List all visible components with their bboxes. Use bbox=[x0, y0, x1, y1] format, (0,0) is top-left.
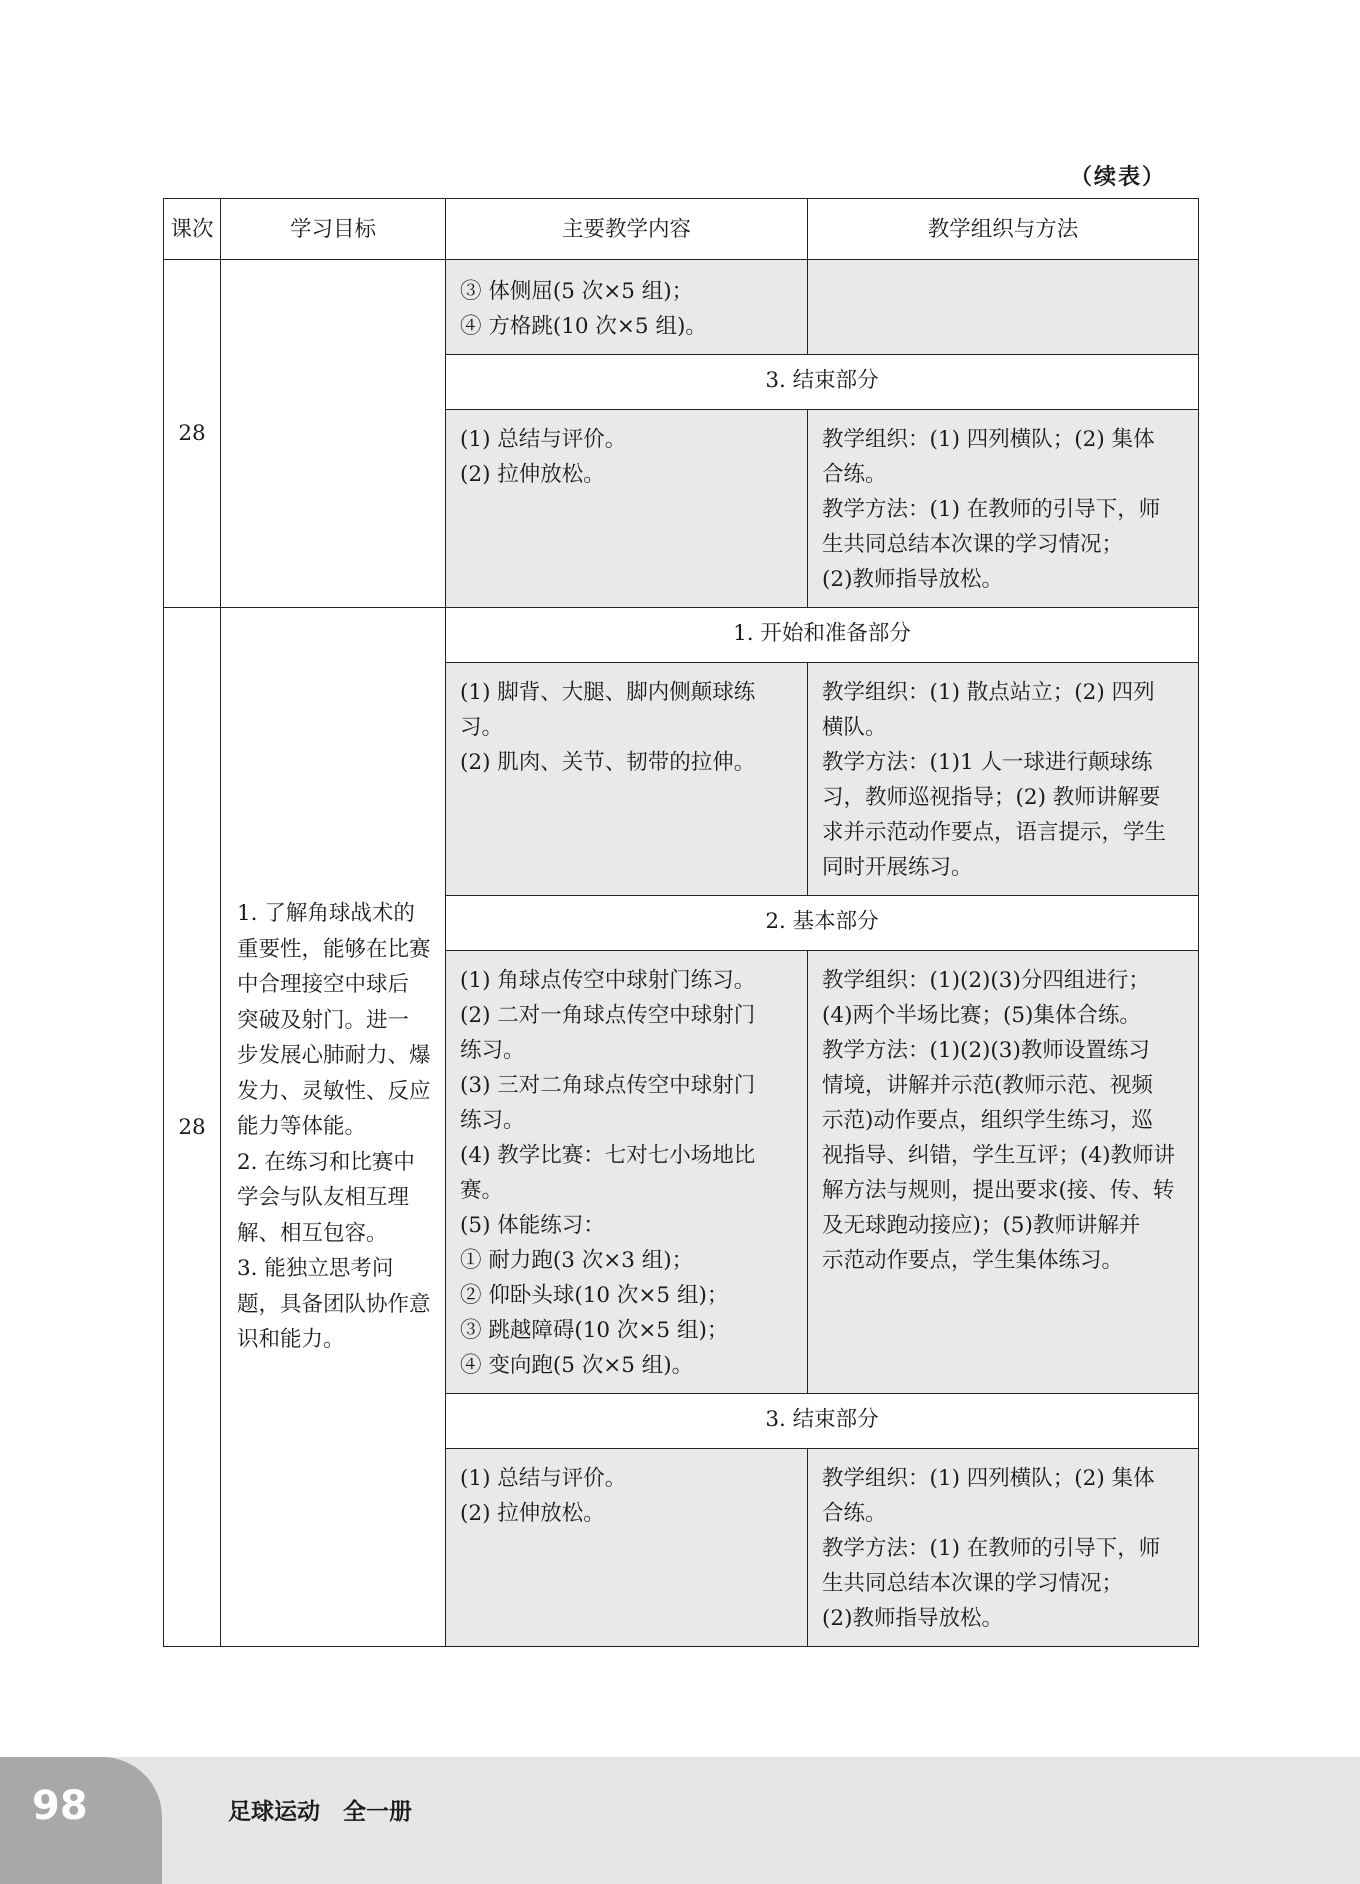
content-cell bbox=[446, 410, 808, 608]
text-line: 教学方法：(1) 在教师的引导下，师 bbox=[822, 497, 1161, 522]
text-line: 教学方法：(1)1 人一球进行颠球练 bbox=[822, 750, 1153, 775]
text-line: (1) 角球点传空中球射门练习。 bbox=[460, 968, 756, 993]
header-lesson: 课次 bbox=[164, 199, 221, 260]
text-line: (1) 总结与评价。 bbox=[460, 1466, 627, 1491]
text-line: 步发展心肺耐力、爆 bbox=[237, 1043, 431, 1069]
text-line: 练习。 bbox=[460, 1038, 525, 1063]
text-line: 解、相互包容。 bbox=[237, 1220, 388, 1246]
text-line: ① 耐力跑(3 次×3 组)； bbox=[460, 1248, 694, 1273]
header-content: 主要教学内容 bbox=[446, 199, 808, 260]
text-line: 教学方法：(1) 在教师的引导下，师 bbox=[822, 1536, 1161, 1561]
text-line: (1) 总结与评价。 bbox=[460, 427, 627, 452]
text-line: 情境，讲解并示范(教师示范、视频 bbox=[822, 1073, 1153, 1098]
text-line: (2)教师指导放松。 bbox=[822, 1606, 1003, 1631]
header-method: 教学组织与方法 bbox=[808, 199, 1199, 260]
lesson-plan-table bbox=[163, 198, 1199, 1647]
content-cell bbox=[446, 260, 808, 355]
text-line: 合练。 bbox=[822, 462, 887, 487]
text-line: 教学组织：(1) 四列横队；(2) 集体 bbox=[822, 1466, 1155, 1491]
text-line: (2)教师指导放松。 bbox=[822, 567, 1003, 592]
text-line: 教学组织：(1) 四列横队；(2) 集体 bbox=[822, 427, 1155, 452]
text-line: 赛。 bbox=[460, 1178, 504, 1203]
header-goals: 学习目标 bbox=[221, 199, 446, 260]
content-cell bbox=[446, 663, 808, 896]
table-row bbox=[164, 260, 1199, 355]
page-number: 98 bbox=[32, 1783, 88, 1829]
text-line: 学会与队友相互理 bbox=[237, 1185, 410, 1211]
text-line: 题，具备团队协作意 bbox=[237, 1291, 431, 1317]
lesson-number: 28 bbox=[164, 608, 221, 1647]
method-cell bbox=[808, 951, 1199, 1394]
method-cell bbox=[808, 410, 1199, 608]
section-title: 2. 基本部分 bbox=[446, 896, 1199, 951]
text-line: ④ 变向跑(5 次×5 组)。 bbox=[460, 1353, 694, 1378]
text-line: 视指导、纠错，学生互评；(4)教师讲 bbox=[822, 1143, 1175, 1168]
text-line: 及无球跑动接应)；(5)教师讲解并 bbox=[822, 1213, 1141, 1238]
text-line: 教学组织：(1)(2)(3)分四组进行； bbox=[822, 968, 1150, 993]
text-line: 求并示范动作要点，语言提示，学生 bbox=[822, 820, 1167, 845]
method-cell bbox=[808, 663, 1199, 896]
text-line: 能力等体能。 bbox=[237, 1114, 367, 1140]
text-line: 生共同总结本次课的学习情况； bbox=[822, 1571, 1124, 1596]
text-line: (4)两个半场比赛；(5)集体合练。 bbox=[822, 1003, 1141, 1028]
section-title: 3. 结束部分 bbox=[446, 355, 1199, 410]
method-cell bbox=[808, 1449, 1199, 1647]
text-line: 3. 能独立思考问 bbox=[237, 1256, 394, 1282]
goals-cell bbox=[221, 608, 446, 1647]
text-line: 2. 在练习和比赛中 bbox=[237, 1149, 415, 1175]
text-line: 教学组织：(1) 散点站立；(2) 四列 bbox=[822, 680, 1155, 705]
text-line: (2) 拉伸放松。 bbox=[460, 1501, 605, 1526]
footer-band bbox=[0, 1757, 1360, 1884]
text-line: 识和能力。 bbox=[237, 1327, 345, 1353]
text-line: 横队。 bbox=[822, 715, 887, 740]
text-line: 生共同总结本次课的学习情况； bbox=[822, 532, 1124, 557]
text-line: ③ 体侧屈(5 次×5 组)； bbox=[460, 279, 694, 304]
text-line: 合练。 bbox=[822, 1501, 887, 1526]
text-line: 同时开展练习。 bbox=[822, 855, 973, 880]
text-line: 1. 了解角球战术的 bbox=[237, 901, 415, 927]
content-cell bbox=[446, 1449, 808, 1647]
content-cell bbox=[446, 951, 808, 1394]
text-line: (3) 三对二角球点传空中球射门 bbox=[460, 1073, 756, 1098]
continued-label: （续表） bbox=[1070, 165, 1167, 190]
method-cell bbox=[808, 260, 1199, 355]
text-line: 重要性，能够在比赛 bbox=[237, 936, 431, 962]
text-line: 示范)动作要点，组织学生练习，巡 bbox=[822, 1108, 1153, 1133]
text-line: 解方法与规则，提出要求(接、传、转 bbox=[822, 1178, 1175, 1203]
section-title: 1. 开始和准备部分 bbox=[446, 608, 1199, 663]
text-line: ② 仰卧头球(10 次×5 组)； bbox=[460, 1283, 729, 1308]
text-line: 教学方法：(1)(2)(3)教师设置练习 bbox=[822, 1038, 1150, 1063]
text-line: (2) 肌肉、关节、韧带的拉伸。 bbox=[460, 750, 756, 775]
text-line: 示范动作要点，学生集体练习。 bbox=[822, 1248, 1124, 1273]
text-line: (4) 教学比赛：七对七小场地比 bbox=[460, 1143, 756, 1168]
goals-cell-prev bbox=[221, 260, 446, 608]
text-line: ③ 跳越障碍(10 次×5 组)； bbox=[460, 1318, 729, 1343]
text-line: 发力、灵敏性、反应 bbox=[237, 1078, 431, 1104]
section-title: 3. 结束部分 bbox=[446, 1394, 1199, 1449]
text-line: 突破及射门。进一 bbox=[237, 1007, 410, 1033]
lesson-number-prev: 28 bbox=[164, 260, 221, 608]
text-line: (1) 脚背、大腿、脚内侧颠球练习。 bbox=[460, 680, 756, 740]
text-line: ④ 方格跳(10 次×5 组)。 bbox=[460, 314, 707, 339]
text-line: 习，教师巡视指导；(2) 教师讲解要 bbox=[822, 785, 1161, 810]
text-line: (2) 二对一角球点传空中球射门 bbox=[460, 1003, 756, 1028]
text-line: (5) 体能练习： bbox=[460, 1213, 605, 1238]
table-header-row bbox=[164, 199, 1199, 260]
text-line: (2) 拉伸放松。 bbox=[460, 462, 605, 487]
text-line: 练习。 bbox=[460, 1108, 525, 1133]
section-row bbox=[164, 608, 1199, 663]
book-title: 足球运动 全一册 bbox=[228, 1799, 412, 1825]
text-line: 中合理接空中球后 bbox=[237, 972, 410, 998]
